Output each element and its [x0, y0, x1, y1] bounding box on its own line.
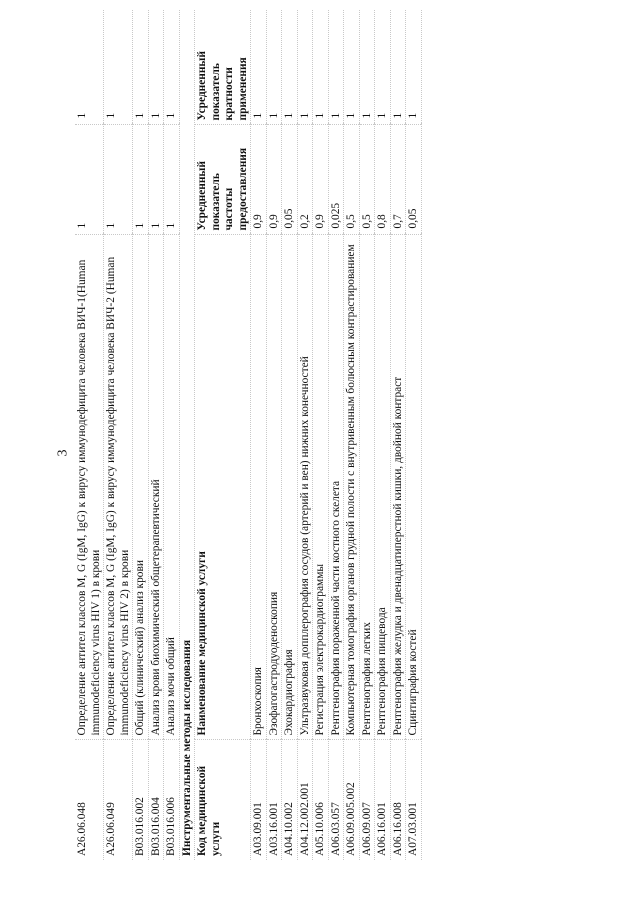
service-code: A05.10.006	[313, 740, 329, 860]
service-code: A04.10.002	[282, 740, 298, 860]
service-code: A03.09.001	[251, 740, 267, 860]
service-name: Рентгенография пораженной части костного скелета	[328, 235, 344, 740]
service-name: Эхокардиография	[282, 235, 298, 740]
service-multiplicity: 1	[297, 10, 313, 125]
service-frequency: 0,7	[390, 125, 406, 235]
service-frequency: 0,5	[344, 125, 360, 235]
service-name: Анализ крови биохимический общетерапевтический	[148, 235, 164, 740]
service-code: A03.16.001	[266, 740, 282, 860]
table-row	[282, 10, 298, 860]
service-frequency: 0,05	[282, 125, 298, 235]
service-multiplicity: 1	[359, 10, 375, 125]
service-multiplicity: 1	[266, 10, 282, 125]
service-name: Рентгенография легких	[359, 235, 375, 740]
service-frequency: 0,025	[328, 125, 344, 235]
service-name: Определение антител классов M, G (IgM, IgG) к вирусу иммунодефицита человека ВИЧ-1(Human immunodeficiency virus HIV 1) в крови	[75, 235, 104, 740]
table-row	[328, 10, 344, 860]
service-multiplicity: 1	[251, 10, 267, 125]
table-row	[75, 10, 104, 860]
table-row	[313, 10, 329, 860]
service-frequency: 1	[104, 125, 133, 235]
service-name: Определение антител классов M, G (IgM, IgG) к вирусу иммунодефицита человека ВИЧ-2 (Human immunodeficiency virus HIV 2) в крови	[104, 235, 133, 740]
service-code: A06.16.008	[390, 740, 406, 860]
table-row	[359, 10, 375, 860]
service-frequency: 0,9	[313, 125, 329, 235]
page-number: 3	[55, 449, 71, 457]
service-code: A06.16.001	[375, 740, 391, 860]
service-code: B03.016.006	[164, 740, 180, 860]
service-code: B03.016.004	[148, 740, 164, 860]
table-row	[344, 10, 360, 860]
service-frequency: 1	[164, 125, 180, 235]
service-frequency: 0,9	[251, 125, 267, 235]
service-multiplicity: 1	[328, 10, 344, 125]
service-multiplicity: 1	[313, 10, 329, 125]
service-multiplicity: 1	[164, 10, 180, 125]
service-code: A06.09.005.002	[344, 740, 360, 860]
table-row	[266, 10, 282, 860]
service-multiplicity: 1	[133, 10, 149, 125]
service-frequency: 0,9	[266, 125, 282, 235]
table-row	[375, 10, 391, 860]
service-frequency: 1	[75, 125, 104, 235]
header-name: Наименование медицинской услуги	[195, 235, 251, 740]
service-frequency: 0,05	[406, 125, 422, 235]
service-code: A26.06.049	[104, 740, 133, 860]
table-row	[251, 10, 267, 860]
service-multiplicity: 1	[375, 10, 391, 125]
table-row	[297, 10, 313, 860]
service-name: Эзофагогастродуоденоскопия	[266, 235, 282, 740]
service-name: Бронхоскопия	[251, 235, 267, 740]
service-multiplicity: 1	[344, 10, 360, 125]
table-row	[164, 10, 180, 860]
service-frequency: 1	[148, 125, 164, 235]
header-row	[195, 10, 251, 860]
service-frequency: 0,2	[297, 125, 313, 235]
services-table	[75, 10, 422, 860]
service-name: Общий (клинический) анализ крови	[133, 235, 149, 740]
service-name: Компьютерная томография органов грудной полости с внутривенным болюсным контрастированием	[344, 235, 360, 740]
service-code: A07.03.001	[406, 740, 422, 860]
service-frequency: 1	[133, 125, 149, 235]
table-row	[406, 10, 422, 860]
table-row	[148, 10, 164, 860]
service-code: A06.03.057	[328, 740, 344, 860]
service-name: Регистрация электрокардиограммы	[313, 235, 329, 740]
service-multiplicity: 1	[390, 10, 406, 125]
service-name: Рентгенография желудка и двенадцатиперстной кишки, двойной контраст	[390, 235, 406, 740]
section-title: Инструментальные методы исследования	[179, 10, 195, 860]
service-name: Сцинтиграфия костей	[406, 235, 422, 740]
service-code: A04.12.002.001	[297, 740, 313, 860]
service-multiplicity: 1	[282, 10, 298, 125]
header-code: Код медицинской услуги	[195, 740, 251, 860]
service-name: Анализ мочи общий	[164, 235, 180, 740]
service-code: B03.016.002	[133, 740, 149, 860]
rotated-page	[75, 10, 590, 860]
service-multiplicity: 1	[75, 10, 104, 125]
service-name: Ультразвуковая допплерография сосудов (артерий и вен) нижних конечностей	[297, 235, 313, 740]
service-multiplicity: 1	[406, 10, 422, 125]
service-name: Рентгенография пищевода	[375, 235, 391, 740]
service-frequency: 0,5	[359, 125, 375, 235]
section-row	[179, 10, 195, 860]
service-code: A06.09.007	[359, 740, 375, 860]
service-frequency: 0,8	[375, 125, 391, 235]
header-multiplicity: Усредненный показатель кратности применения	[195, 10, 251, 125]
table-row	[133, 10, 149, 860]
service-multiplicity: 1	[148, 10, 164, 125]
service-code: A26.06.048	[75, 740, 104, 860]
service-multiplicity: 1	[104, 10, 133, 125]
table-row	[104, 10, 133, 860]
table-row	[390, 10, 406, 860]
header-frequency: Усредненный показатель частоты предоставления	[195, 125, 251, 235]
